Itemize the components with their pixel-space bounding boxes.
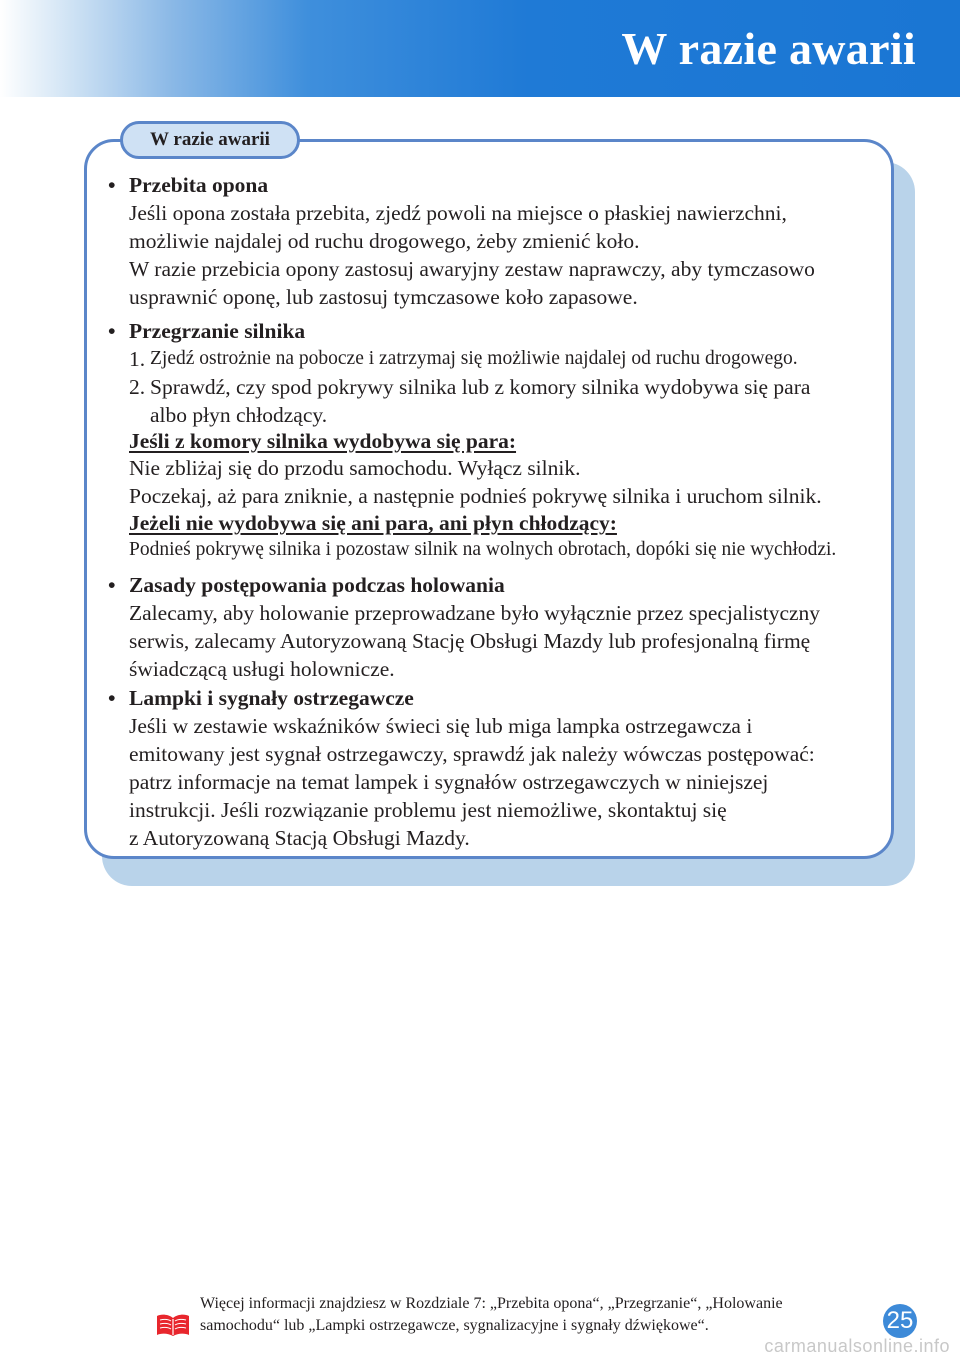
bullet: • [108,686,116,710]
footer-line: Więcej informacji znajdziesz w Rozdziale 7: „Przebita opona“, „Przegrzanie“, „Holowanie [200,1295,783,1312]
text-line: Jeśli w zestawie wskaźników świeci się lub miga lampka ostrzegawcza i [129,714,753,738]
bullet: • [108,573,116,597]
step-text: Zjedź ostrożnie na pobocze i zatrzymaj się możliwie najdalej od ruchu drogowego. [150,348,798,369]
sub-heading: Jeśli z komory silnika wydobywa się para: [129,429,517,453]
text-line: emitowany jest sygnał ostrzegawczy, sprawdź jak należy wówczas postępować: [129,742,815,766]
page-number: 25 [883,1304,917,1338]
text-line: W razie przebicia opony zastosuj awaryjny zestaw naprawczy, aby tymczasowo [129,257,815,281]
text-line: serwis, zalecamy Autoryzowaną Stację Obsługi Mazdy lub profesjonalną firmę [129,629,811,653]
text-line: Podnieś pokrywę silnika i pozostaw silnik na wolnych obrotach, dopóki się nie wychłodzi. [129,539,837,560]
open-book-icon [156,1313,190,1337]
header-title: W razie awarii [621,23,916,74]
sub-heading: Jeżeli nie wydobywa się ani para, ani płyn chłodzący: [129,511,617,535]
page-header [0,0,960,97]
text-line: Jeśli opona została przebita, zjedź powoli na miejsce o płaskiej nawierzchni, [129,201,787,225]
text-line: Nie zbliżaj się do przodu samochodu. Wyłącz silnik. [129,456,581,480]
text-line: instrukcji. Jeśli rozwiązanie problemu jest niemożliwe, skontaktuj się [129,798,727,822]
step-number: 1. [129,347,146,371]
text-line: z Autoryzowaną Stacją Obsługi Mazdy. [129,826,470,850]
info-box-tab: W razie awarii [120,121,300,159]
section-title: Przebita opona [129,173,269,197]
section-title: Przegrzanie silnika [129,319,306,343]
text-line: świadczącą usługi holownicze. [129,657,395,681]
section-title: Lampki i sygnały ostrzegawcze [129,686,414,710]
text-line: Poczekaj, aż para zniknie, a następnie podnieś pokrywę silnika i uruchom silnik. [129,484,822,508]
watermark: carmanualsonline.info [764,1336,950,1356]
footer-line: samochodu“ lub „Lampki ostrzegawcze, sygnalizacyjne i sygnały dźwiękowe“. [200,1317,709,1334]
text-line: możliwie najdalej od ruchu drogowego, żeby zmienić koło. [129,229,640,253]
bullet: • [108,319,116,343]
text-line: usprawnić oponę, lub zastosuj tymczasowe koło zapasowe. [129,285,638,309]
footer-reference [200,1293,783,1337]
text-line: patrz informacje na temat lampek i sygnałów ostrzegawczych w niniejszej [129,770,769,794]
step-text: albo płyn chłodzący. [150,403,328,427]
section-title: Zasady postępowania podczas holowania [129,573,505,597]
step-number: 2. [129,375,146,399]
step-text: Sprawdź, czy spod pokrywy silnika lub z komory silnika wydobywa się para [150,375,811,399]
text-line: Zalecamy, aby holowanie przeprowadzane było wyłącznie przez specjalistyczny [129,601,821,625]
bullet: • [108,173,116,197]
